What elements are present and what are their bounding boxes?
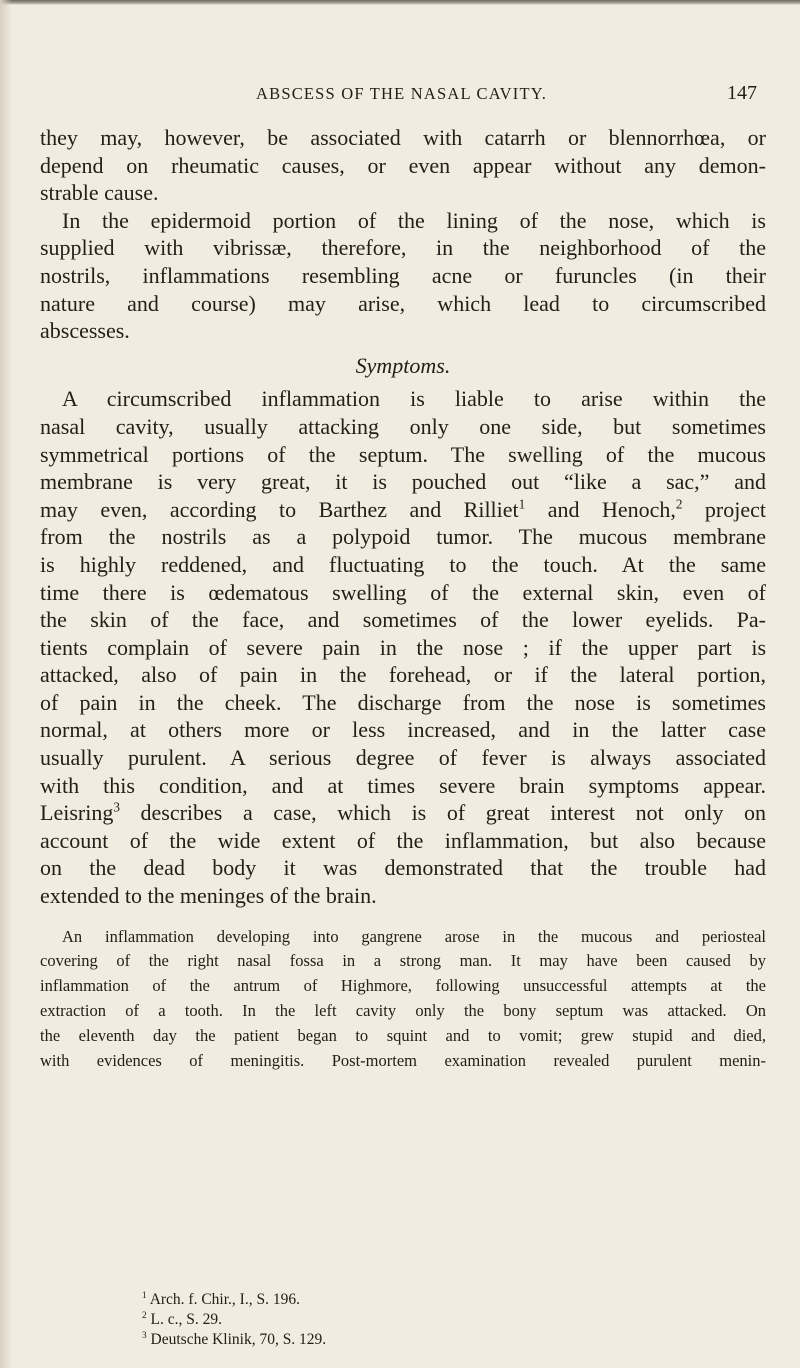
text-line: abscesses. xyxy=(40,318,130,344)
case-report-line: the eleventh day the patient began to squint and to vomit; grew stupid and died, xyxy=(40,1025,766,1045)
text-line: of pain in the cheek. The discharge from the nose is sometimes xyxy=(40,689,766,715)
text-line: nature and course) may arise, which lead to circumscribed xyxy=(40,290,766,316)
text-line: extended to the meninges of the brain. xyxy=(40,883,377,909)
text-line: normal, at others more or less increased, and in the latter case xyxy=(40,717,766,743)
text-line: supplied with vibrissæ, therefore, in the neighborhood of the xyxy=(40,235,766,261)
case-report-line: with evidences of meningitis. Post-mortem examination revealed purulent menin- xyxy=(40,1050,766,1070)
page-binding-shadow xyxy=(0,0,12,1368)
text-line: time there is œdematous swelling of the external skin, even of xyxy=(40,579,766,605)
text-line xyxy=(40,496,766,524)
footnote-marker: 1 xyxy=(142,1290,147,1301)
paragraph-3 xyxy=(40,385,766,909)
case-report xyxy=(40,925,766,1074)
text-line: strable cause. xyxy=(40,180,159,206)
paragraph-2 xyxy=(40,207,766,345)
text-segment: Leisring xyxy=(40,800,114,826)
text-line: with this condition, and at times severe brain symptoms appear. xyxy=(40,772,766,798)
text-line: A circumscribed inflammation is liable to arise within the xyxy=(62,386,766,412)
footnote-text: Deutsche Klinik, 70, S. 129. xyxy=(150,1331,327,1348)
footnote xyxy=(142,1330,642,1350)
text-line: symmetrical portions of the septum. The swelling of the mucous xyxy=(40,441,766,467)
text-line: In the epidermoid portion of the lining of the nose, which is xyxy=(62,207,766,233)
text-line: membrane is very great, it is pouched out “like a sac,” and xyxy=(40,469,766,495)
text-segment: describes a case, which is of great interest not only on xyxy=(119,800,766,826)
case-report-line: extraction of a tooth. In the left cavity only the bony septum was attacked. On xyxy=(40,1001,766,1021)
paragraph-1 xyxy=(40,124,766,207)
text-segment: and Henoch, xyxy=(525,496,676,522)
footnote-marker: 2 xyxy=(142,1310,147,1321)
text-segment: project xyxy=(682,496,767,522)
text-line: is highly reddened, and fluctuating to the touch. At the same xyxy=(40,551,766,577)
text-line: they may, however, be associated with catarrh or blennorrhœa, or xyxy=(40,125,766,150)
footnote xyxy=(142,1290,642,1310)
footnote-ref: 2 xyxy=(675,496,683,512)
body-text xyxy=(40,124,766,1073)
case-report-line: covering of the right nasal fossa in a strong man. It may have been caused by xyxy=(40,951,766,971)
text-line: account of the wide extent of the inflammation, but also because xyxy=(40,827,766,853)
text-line: tients complain of severe pain in the nose ; if the upper part is xyxy=(40,634,766,660)
footnote-marker: 3 xyxy=(142,1330,147,1341)
page-top-edge xyxy=(0,0,800,5)
running-title: ABSCESS OF THE NASAL CAVITY. xyxy=(256,84,548,103)
footnote-ref: 3 xyxy=(113,799,120,815)
section-heading: Symptoms. xyxy=(355,352,451,378)
page-header xyxy=(0,84,800,110)
footnotes xyxy=(142,1290,642,1350)
text-line: nostrils, inflammations resembling acne or furuncles (in their xyxy=(40,262,766,288)
text-line: the skin of the face, and sometimes of the lower eyelids. Pa- xyxy=(40,607,766,633)
case-report-line: An inflammation developing into gangrene arose in the mucous and periosteal xyxy=(62,926,766,946)
page-number: 147 xyxy=(727,82,757,104)
text-line: on the dead body it was demonstrated that the trouble had xyxy=(40,855,766,881)
text-line: attacked, also of pain in the forehead, or if the lateral portion, xyxy=(40,662,766,688)
text-line: nasal cavity, usually attacking only one side, but sometimes xyxy=(40,413,766,439)
footnote-ref: 1 xyxy=(518,496,526,512)
footnote-text: L. c., S. 29. xyxy=(150,1311,222,1328)
text-line xyxy=(40,799,766,827)
footnote xyxy=(142,1310,642,1330)
text-line: usually purulent. A serious degree of fever is always associated xyxy=(40,745,766,771)
text-line: depend on rheumatic causes, or even appear without any demon- xyxy=(40,152,766,178)
case-report-line: inflammation of the antrum of Highmore, following unsuccessful attempts at the xyxy=(40,976,766,996)
text-line: from the nostrils as a polypoid tumor. The mucous membrane xyxy=(40,524,766,550)
text-segment: may even, according to Barthez and Rilliet xyxy=(40,496,519,522)
footnote-text: Arch. f. Chir., I., S. 196. xyxy=(149,1291,300,1308)
